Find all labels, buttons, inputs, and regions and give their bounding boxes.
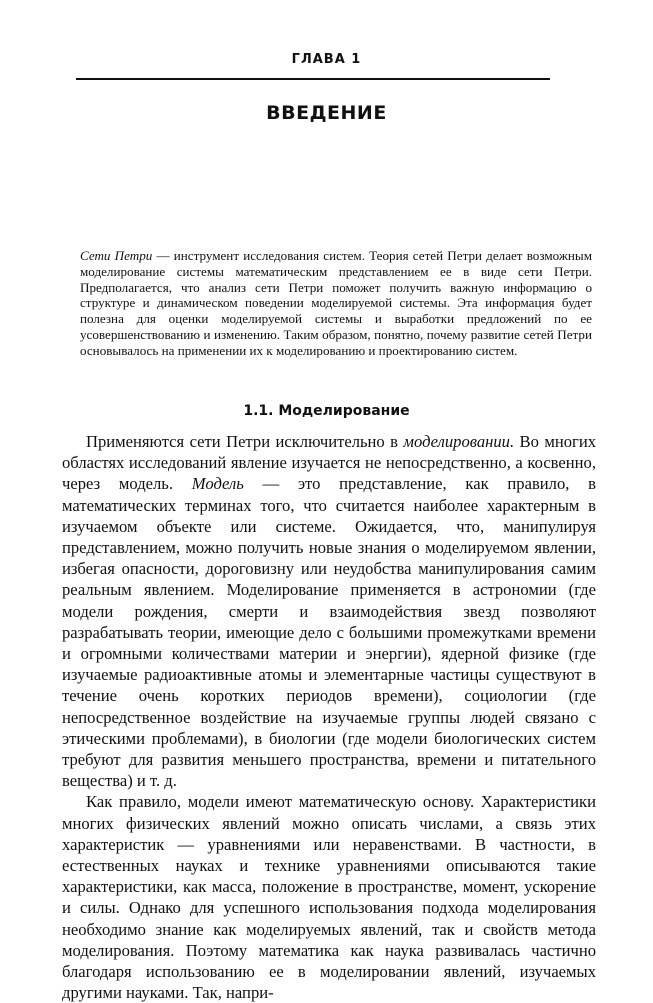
- chapter-divider: [76, 78, 550, 80]
- chapter-abstract: [80, 248, 592, 359]
- chapter-title: ВВЕДЕНИЕ: [266, 102, 387, 124]
- body-paragraph-2: Как правило, модели имеют математическую основу. Характеристики многих физических явлений можно описать числами, а связь этих характеристик — уравнениями или неравенствами. В частности, в естественных науках и технике уравнениями описываются такие характеристики, как масса, положение в пространстве, момент, ускорение и силы. Однако для успешного использования подхода моделирования необходимо знание как моделируемых явлений, так и свойств метода моделирования. Поэтому математика как наука развивалась частично благодаря использованию ее в моделировании явлений, изучаемых другими науками. Так, напри-: [62, 792, 596, 1003]
- paragraph-1-part-2: Во многих областях исследований явление изучается не непосредственно, а косвенно, через модель.: [62, 432, 596, 494]
- section-heading: 1.1. Моделирование: [243, 403, 410, 419]
- body-paragraph-1: [62, 431, 596, 791]
- abstract-paragraph: [80, 248, 592, 359]
- paragraph-1-part-3: — это представление, как правило, в математических терминах того, что считается наиболее характерным в изучаемом объекте или системе. Ожидается, что, манипулируя представлением, можно получить новые знания о моделируемом явлении, избегая опасности, дороговизну или неудобства манипулирования самим реальным явлением. Моделирование применяется в астрономии (где модели рождения, смерти и взаимодействия звезд позволяют разрабатывать теории, имеющие дело с большими промежутками времени и огромными количествами материи и энергии), ядерной физике (где изучаемые радиоактивные атомы и элементарные частицы существуют в течение очень коротких периодов времени), социологии (где непосредственное воздействие на изучаемые группы людей связано с этическими проблемами), в биологии (где модели биологических систем требуют для развития меньшего пространства, времени и питательного вещества) и т. д.: [62, 474, 596, 791]
- paragraph-1-emphasis-1: моделировании.: [403, 432, 515, 451]
- abstract-term: Сети Петри: [80, 248, 153, 263]
- paragraph-1-emphasis-2: Модель: [191, 474, 244, 494]
- abstract-text: — инструмент исследования систем. Теория сетей Петри делает возможным моделирование системы математическим представлением ее в виде сети Петри. Предполагается, что анализ сети Петри поможет получить важную информацию о структуре и динамическом поведении моделируемой системы. Эта информация будет полезна для оценки моделируемой системы и выработки предложений по ее усовершенствованию и изменению. Таким образом, понятно, почему развитие сетей Петри основывалось на применении их к моделированию и проектированию систем.: [80, 248, 592, 358]
- paragraph-1-part-1: Применяются сети Петри исключительно в: [86, 432, 404, 451]
- section-body: [62, 431, 596, 1003]
- chapter-label: ГЛАВА 1: [291, 52, 362, 67]
